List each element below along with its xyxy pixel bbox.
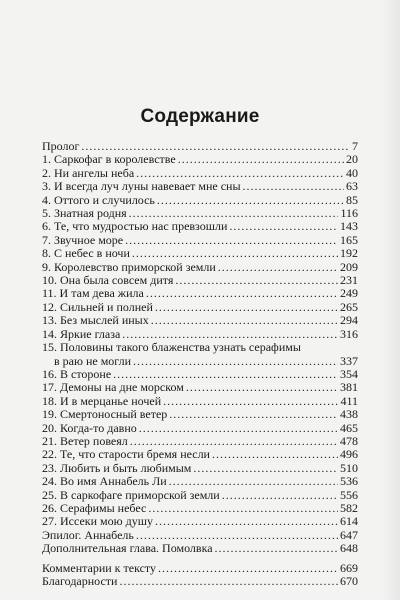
toc-entry-title: 22. Те, что старости бремя несли [42, 447, 210, 462]
toc-entry [42, 261, 358, 274]
dot-leader [193, 462, 338, 475]
toc-entry-title: 14. Яркие глаза [42, 326, 121, 341]
toc-entry-page: 265 [340, 299, 358, 314]
toc-entry [42, 140, 358, 153]
toc-entry-page: 478 [340, 433, 358, 448]
toc-entry-page: 337 [340, 353, 358, 368]
toc-entry-page: 510 [340, 460, 358, 475]
dot-leader [119, 575, 338, 588]
dot-leader [175, 274, 338, 287]
toc-entry [42, 153, 358, 166]
toc-entry [42, 247, 358, 260]
toc-entry-page: 63 [346, 179, 358, 194]
toc-entry-title: 13. Без мыслей иных [42, 313, 149, 328]
toc-entry-page: 670 [340, 574, 358, 588]
toc-entry [42, 542, 358, 555]
toc-entry-title: Эпилог. Аннабель [42, 527, 134, 542]
toc-entry-title: 27. Иссеки мою душу [42, 514, 153, 529]
toc-entry-page: 316 [340, 326, 358, 341]
toc-entry-page: 556 [340, 487, 358, 502]
toc-entry [42, 562, 358, 575]
toc-entry-page: 582 [340, 500, 358, 515]
dot-leader [113, 368, 338, 381]
dot-leader [133, 355, 338, 368]
toc-entry [42, 167, 358, 180]
dot-leader [178, 153, 344, 166]
toc-entry [42, 274, 358, 287]
dot-leader [155, 515, 338, 528]
toc-entry [42, 234, 358, 247]
toc-entry-page: 614 [340, 514, 358, 529]
toc-entry [42, 448, 358, 461]
toc-entry [42, 314, 358, 327]
toc-entry-title: 12. Сильней и полней [42, 299, 153, 314]
dot-leader [139, 422, 338, 435]
toc-entry-page: 165 [340, 232, 358, 247]
dot-leader [158, 562, 338, 575]
dot-leader [136, 167, 344, 180]
table-of-contents [42, 140, 358, 588]
toc-entry-title: 23. Любить и быть любимым [42, 460, 192, 475]
toc-entry-title: Пролог [42, 139, 80, 153]
toc-entry-page: 411 [340, 393, 358, 408]
toc-entry [42, 328, 358, 341]
toc-entry-title: Дополнительная глава. Помолвка [42, 541, 213, 556]
dot-leader [169, 408, 338, 421]
toc-entry-page: 40 [346, 165, 358, 180]
dot-leader [129, 207, 339, 220]
toc-entry-title: 8. С небес в ночи [42, 246, 130, 261]
dot-leader [122, 328, 338, 341]
toc-entry [42, 180, 358, 193]
toc-entry-title: 26. Серафимы небес [42, 500, 147, 515]
toc-entry [42, 462, 358, 475]
toc-entry [42, 287, 358, 300]
toc-entry-title: 3. И всегда луч луны навевает мне сны [42, 179, 241, 194]
toc-entry-page: 669 [340, 560, 358, 575]
toc-entry-page: 143 [340, 219, 358, 234]
toc-entry-page: 85 [346, 192, 358, 207]
toc-entry-page: 647 [340, 527, 358, 542]
toc-entry [42, 207, 358, 220]
toc-entry [42, 515, 358, 528]
dot-leader [212, 448, 338, 461]
toc-entry [42, 194, 358, 207]
toc-entry-page: 496 [340, 447, 358, 462]
toc-entry-title: Благодарности [42, 574, 118, 588]
toc-entry-page: 20 [346, 152, 358, 167]
toc-entry [42, 341, 358, 368]
toc-entry [42, 502, 358, 515]
page-title: Содержание [140, 106, 260, 127]
toc-entry-page: 438 [340, 407, 358, 422]
dot-leader [155, 301, 338, 314]
dot-leader [157, 194, 344, 207]
toc-entry-title: 25. В саркофаге приморской земли [42, 487, 220, 502]
toc-entry-title: 10. Она была совсем дитя [42, 273, 174, 288]
toc-entry-page: 192 [340, 246, 358, 261]
toc-entry-title: 24. Во имя Аннабель Ли [42, 474, 167, 489]
dot-leader [229, 220, 338, 233]
dot-leader [151, 314, 338, 327]
toc-entry-title: 5. Знатная родня [42, 206, 127, 221]
toc-entry-title: 9. Королевство приморской земли [42, 259, 216, 274]
toc-entry-title: 4. Оттого и случилось [42, 192, 155, 207]
toc-entry [42, 435, 358, 448]
toc-entry [42, 575, 358, 588]
toc-entry-title: 11. И там дева жила [42, 286, 144, 301]
toc-entry-title: 18. И в мерцанье ночей [42, 393, 162, 408]
toc-entry [42, 408, 358, 421]
dot-leader [215, 542, 338, 555]
dot-leader [222, 489, 338, 502]
dot-leader [186, 381, 338, 394]
dot-leader [132, 247, 338, 260]
toc-entry-title: 1. Саркофаг в королевстве [42, 152, 176, 167]
toc-entry-title: 20. Когда-то давно [42, 420, 137, 435]
toc-entry [42, 395, 358, 408]
toc-entry [42, 529, 358, 542]
dot-leader [146, 287, 338, 300]
toc-entry-page: 381 [340, 380, 358, 395]
toc-entry-page: 465 [340, 420, 358, 435]
toc-entry-title: 2. Ни ангелы неба [42, 165, 135, 180]
toc-entry-title: 6. Те, что мудростью нас превзошли [42, 219, 228, 234]
toc-entry-title: 16. В стороне [42, 366, 112, 381]
toc-entry [42, 220, 358, 233]
dot-leader [163, 395, 338, 408]
toc-entry [42, 381, 358, 394]
dot-leader [136, 529, 338, 542]
toc-entry [42, 475, 358, 488]
toc-entry-page: 294 [340, 313, 358, 328]
toc-entry-page: 231 [340, 273, 358, 288]
dot-leader [169, 475, 338, 488]
toc-entry-page: 116 [340, 206, 358, 221]
toc-entry-page: 354 [340, 366, 358, 381]
toc-entry-title: 17. Демоны на дне морском [42, 380, 184, 395]
toc-entry-page: 648 [340, 541, 358, 556]
dot-leader [218, 261, 338, 274]
toc-entry-page: 7 [352, 139, 358, 153]
toc-entry-title: Комментарии к тексту [42, 560, 157, 575]
toc-entry-page: 249 [340, 286, 358, 301]
toc-entry [42, 301, 358, 314]
toc-entry [42, 489, 358, 502]
toc-entry-title: 19. Смертоносный ветер [42, 407, 168, 422]
toc-entry [42, 422, 358, 435]
toc-entry-page: 536 [340, 474, 358, 489]
dot-leader [125, 234, 338, 247]
dot-leader [148, 502, 338, 515]
toc-entry-title: 7. Звучное море [42, 232, 124, 247]
toc-entry-page: 209 [340, 259, 358, 274]
toc-entry-title: 21. Ветер повеял [42, 433, 128, 448]
dot-leader [243, 180, 344, 193]
toc-entry-title: 15. Половины такого блаженства узнать серафимы [42, 340, 301, 355]
toc-entry [42, 368, 358, 381]
toc-entry-title-continued: в раю не могли [54, 353, 132, 368]
dot-leader [81, 140, 350, 153]
dot-leader [130, 435, 338, 448]
